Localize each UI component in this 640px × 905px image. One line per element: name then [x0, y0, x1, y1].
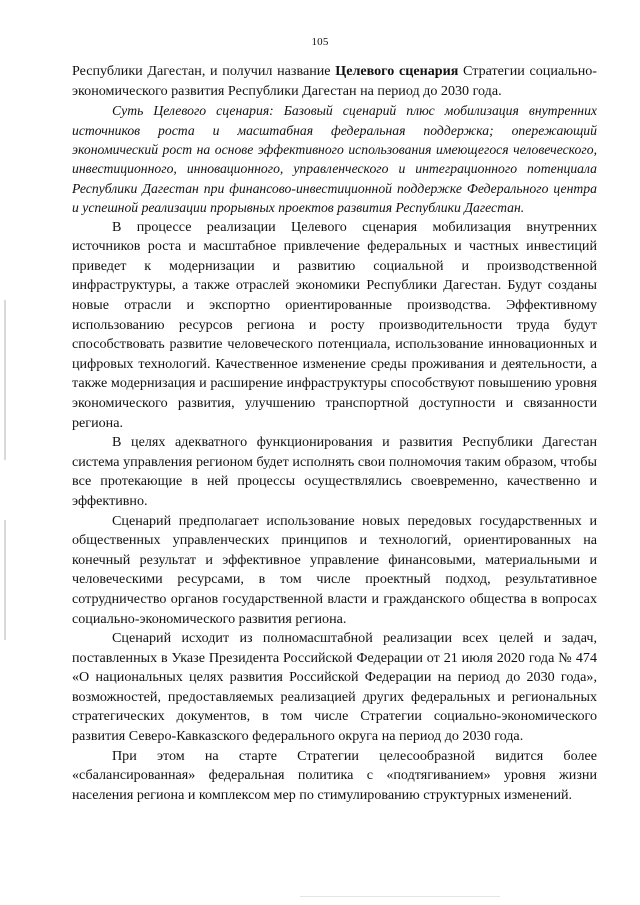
- paragraph-implementation: В процессе реализации Целевого сценария мобилизация внутренних источников роста и масштабное привлечение федеральных и частных инвестиций приведет к модернизации и развитию социальной и производственной инфраструктуры, а также отраслей экономики Республики Дагестан. Будут созданы новые отрасли и экспортно ориентированные производства. Эффективному использованию ресурсов региона и росту производительности труда будут способствовать развитие человеческого потенциала, использование инновационных и цифровых технологий. Качественное изменение среды проживания и деятельности, а также модернизация и расширение инфраструктуры способствуют повышению уровня экономического развития, улучшению транспортной доступности и связанности региона.: [72, 218, 597, 431]
- page-number: 105: [311, 36, 329, 48]
- text-run: Стратегии социально-экономического развития Республики Дагестан на период до 2030 года.: [72, 63, 597, 99]
- scan-edge-mark: [4, 520, 6, 640]
- paragraph-federal-policy: При этом на старте Стратегии целесообразной видится более «сбалансированная» федеральная политика с «подтягиванием» уровня жизни населения региона и комплексом мер по стимулированию структурных изменений.: [72, 747, 597, 803]
- scan-edge-mark: [4, 300, 6, 460]
- text-run: Республики Дагестан, и получил название: [72, 63, 336, 79]
- bold-term-target-scenario: Целевого сценария: [335, 63, 459, 79]
- paragraph-governance: В целях адекватного функционирования и развития Республики Дагестан система управления регионом будет исполнять свои полномочия таким образом, чтобы все протекающие в ней процессы осуществлялись своевременно, качественно и эффективно.: [72, 434, 597, 509]
- paragraph-scenario-essence: Суть Целевого сценария: Базовый сценарий плюс мобилизация внутренних источников роста и масштабная федеральная поддержка; опережающий экономический рост на основе эффективного использования имеющегося человеческого, инвестиционного, инновационного, управленческого и интеграционного потенциала Республики Дагестан при финансово-инвестиционной поддержке Федерального центра и успешной реализации прорывных проектов развития Республики Дагестан.: [72, 103, 597, 216]
- paragraph-national-goals: Сценарий исходит из полномасштабной реализации всех целей и задач, поставленных в Указе Президента Российской Федерации от 21 июля 2020 года № 474 «О национальных целях развития Российской Федерации на период до 2030 года», возможностей, предоставляемых реализацией других федеральных и региональных стратегических документов, в том числе Стратегии социально-экономического развития Северо-Кавказского федерального округа на период до 2030 года.: [72, 630, 597, 745]
- document-body: [72, 62, 597, 805]
- scan-edge-mark: [300, 896, 500, 897]
- paragraph-management-principles: Сценарий предполагает использование новых передовых государственных и общественных управленческих принципов и технологий, ориентированных на конечный результат и эффективное управление финансовыми, материальными и человеческими ресурсами, в том числе проектный подход, результативное сотрудничество органов государственной власти и гражданского общества в вопросах социально-экономического развития региона.: [72, 512, 597, 627]
- paragraph-scenario-name: [72, 62, 597, 101]
